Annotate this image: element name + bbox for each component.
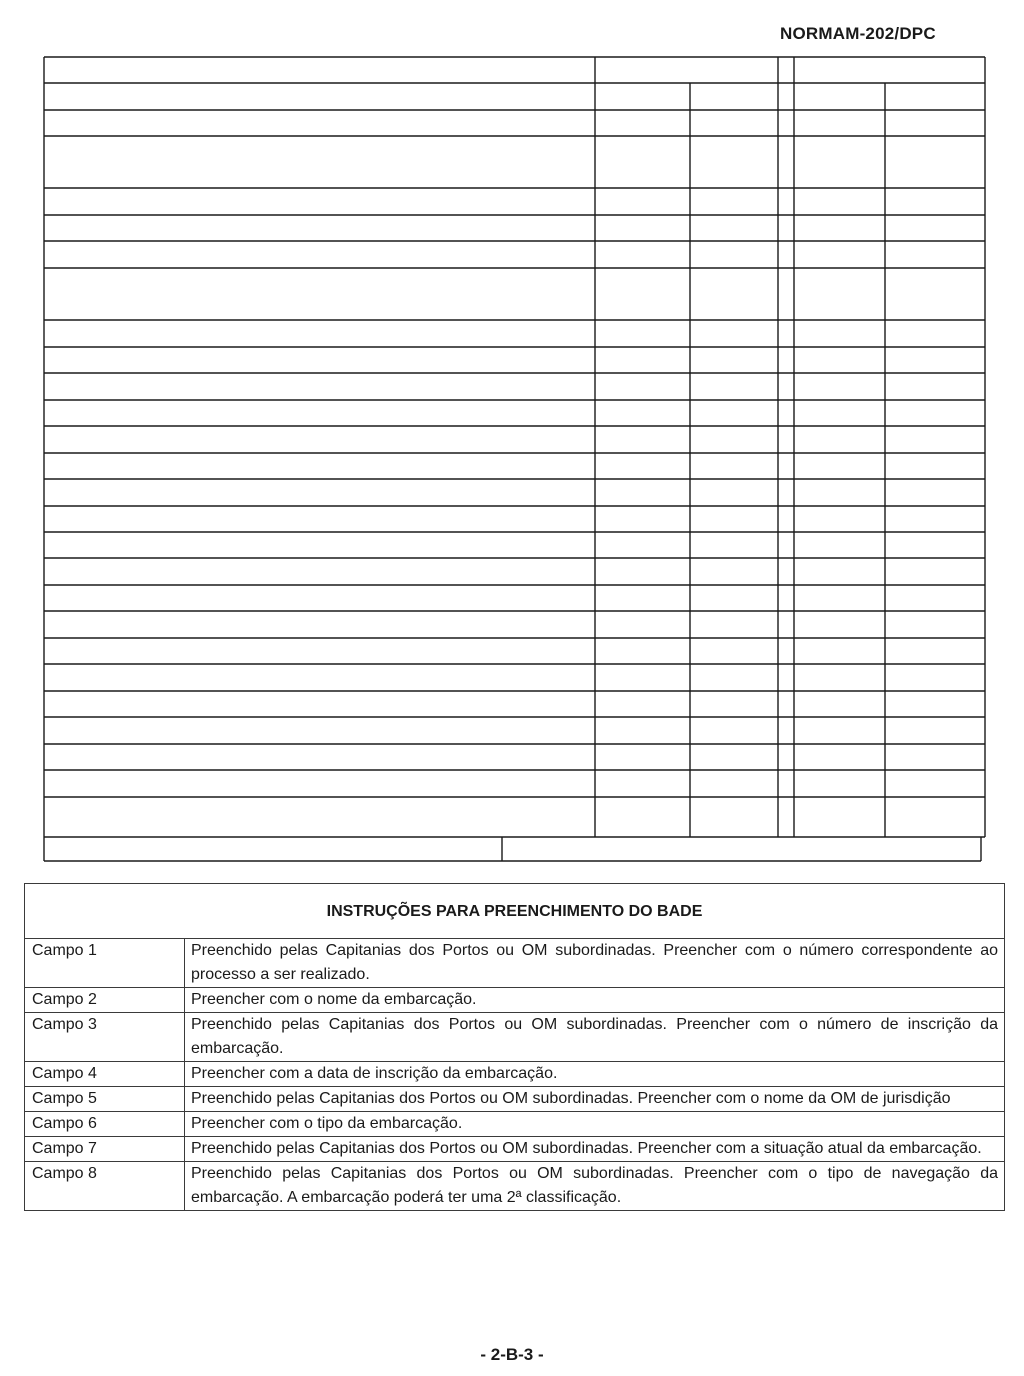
- table-row: [25, 1112, 1005, 1137]
- field-name: Campo 1: [25, 939, 185, 988]
- field-instruction: Preencher com a data de inscrição da embarcação.: [185, 1062, 1005, 1087]
- field-name: Campo 6: [25, 1112, 185, 1137]
- field-name: Campo 4: [25, 1062, 185, 1087]
- instructions-table: [24, 883, 1005, 1211]
- table-row: [25, 988, 1005, 1013]
- document-code: NORMAM-202/DPC: [780, 24, 936, 43]
- field-name: Campo 7: [25, 1137, 185, 1162]
- field-instruction: Preencher com o nome da embarcação.: [185, 988, 1005, 1013]
- table-row: [25, 1062, 1005, 1087]
- field-instruction: Preenchido pelas Capitanias dos Portos ou OM subordinadas. Preencher com o nome da OM de jurisdição: [185, 1087, 1005, 1112]
- field-instruction: Preenchido pelas Capitanias dos Portos ou OM subordinadas. Preencher com o tipo de navegação da embarcação. A embarcação poderá ter uma 2ª classificação.: [185, 1162, 1005, 1211]
- table-row: [25, 1087, 1005, 1112]
- instructions-title: INSTRUÇÕES PARA PREENCHIMENTO DO BADE: [25, 884, 1005, 939]
- field-name: Campo 8: [25, 1162, 185, 1211]
- table-row: [25, 1013, 1005, 1062]
- field-name: Campo 3: [25, 1013, 185, 1062]
- field-name: Campo 5: [25, 1087, 185, 1112]
- field-instruction: Preenchido pelas Capitanias dos Portos ou OM subordinadas. Preencher com o número de inscrição da embarcação.: [185, 1013, 1005, 1062]
- field-name: Campo 2: [25, 988, 185, 1013]
- table-row: [25, 939, 1005, 988]
- table-row: [25, 1137, 1005, 1162]
- table-row: [25, 1162, 1005, 1211]
- field-instruction: Preenchido pelas Capitanias dos Portos ou OM subordinadas. Preencher com a situação atual da embarcação.: [185, 1137, 1005, 1162]
- field-instruction: Preenchido pelas Capitanias dos Portos ou OM subordinadas. Preencher com o número correspondente ao processo a ser realizado.: [185, 939, 1005, 988]
- page-number: - 2-B-3 -: [480, 1345, 544, 1364]
- field-instruction: Preencher com o tipo da embarcação.: [185, 1112, 1005, 1137]
